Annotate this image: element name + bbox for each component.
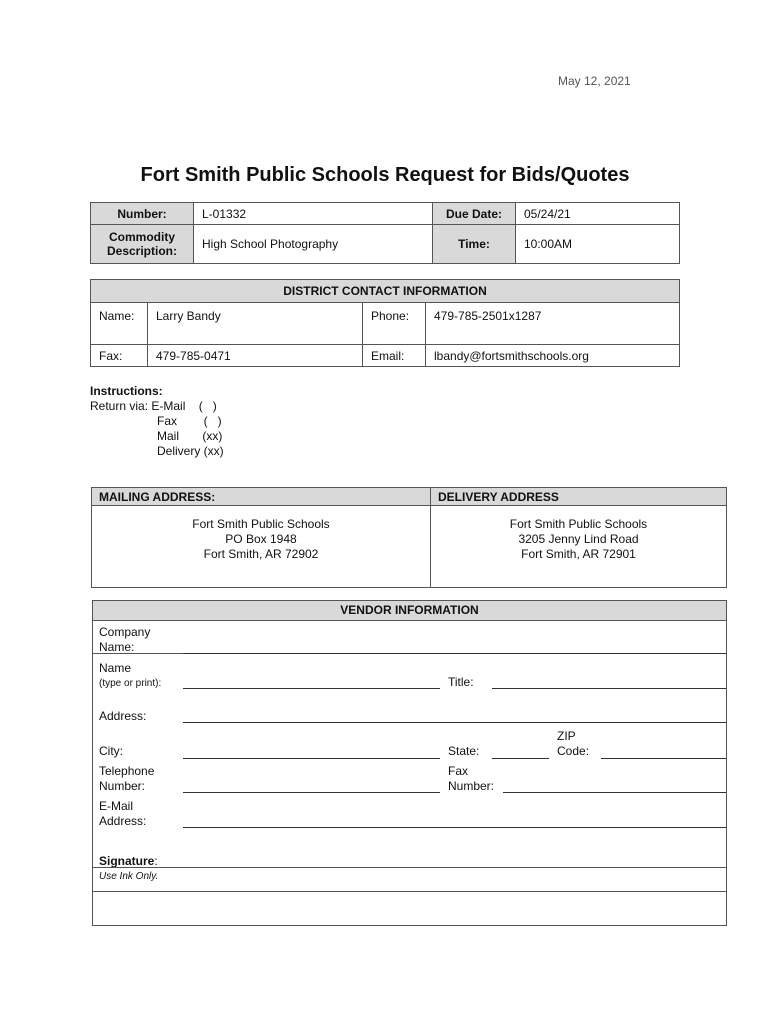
due-date-label: Due Date: — [433, 203, 516, 225]
return-fax: Fax ( ) — [157, 414, 222, 428]
telephone-label: Telephone Number: — [99, 764, 155, 793]
company-name-field[interactable] — [183, 653, 726, 654]
instructions-heading: Instructions: — [90, 384, 163, 398]
instructions — [90, 384, 224, 459]
contact-fax-value: 479-785-0471 — [148, 345, 363, 367]
email-label: E-Mail Address: — [99, 799, 147, 828]
due-date-value: 05/24/21 — [516, 203, 680, 225]
signature-box-divider — [93, 891, 726, 892]
address-field[interactable] — [183, 722, 726, 723]
contact-email-value: lbandy@fortsmithschools.org — [426, 345, 680, 367]
city-field[interactable] — [183, 758, 440, 759]
signature-label: Signature: — [99, 854, 158, 868]
page-title: Fort Smith Public Schools Request for Bids/Quotes — [140, 164, 630, 186]
vendor-name-field[interactable] — [183, 688, 440, 689]
contact-fax-label: Fax: — [91, 345, 148, 367]
delivery-address-header: DELIVERY ADDRESS — [431, 488, 726, 506]
vendor-info-box — [92, 600, 727, 926]
contact-name-value: Larry Bandy — [148, 303, 363, 345]
return-delivery: Delivery (xx) — [157, 444, 224, 458]
contact-name-label: Name: — [91, 303, 148, 345]
contact-header: DISTRICT CONTACT INFORMATION — [91, 280, 680, 303]
mailing-address-header: MAILING ADDRESS: — [92, 488, 430, 506]
vendor-header: VENDOR INFORMATION — [93, 601, 726, 621]
commodity-value: High School Photography — [194, 225, 433, 264]
use-ink-note: Use Ink Only. — [99, 871, 159, 882]
title-field[interactable] — [492, 688, 726, 689]
document-date: May 12, 2021 — [558, 74, 631, 88]
fax-field[interactable] — [503, 792, 726, 793]
number-label: Number: — [91, 203, 194, 225]
zip-label: ZIP Code: — [557, 729, 590, 758]
title-label: Title: — [448, 675, 474, 689]
address-box — [91, 487, 727, 588]
time-label: Time: — [433, 225, 516, 264]
email-field[interactable] — [183, 827, 726, 828]
number-value: L-01332 — [194, 203, 433, 225]
state-field[interactable] — [492, 758, 549, 759]
telephone-field[interactable] — [183, 792, 440, 793]
contact-phone-value: 479-785-2501x1287 — [426, 303, 680, 345]
delivery-address: Fort Smith Public Schools 3205 Jenny Lind Road Fort Smith, AR 72901 — [509, 517, 648, 561]
zip-field[interactable] — [601, 758, 726, 759]
vendor-name-label: Name (type or print): — [99, 661, 162, 689]
time-value: 10:00AM — [516, 225, 680, 264]
address-label: Address: — [99, 709, 147, 723]
commodity-label: Commodity Description: — [91, 225, 194, 264]
signature-line[interactable] — [93, 867, 726, 868]
return-email: Return via: E-Mail ( ) — [90, 399, 217, 413]
district-contact-table — [90, 279, 680, 367]
return-mail: Mail (xx) — [157, 429, 223, 443]
city-label: City: — [99, 744, 123, 758]
bid-info-table — [90, 202, 680, 264]
state-label: State: — [448, 744, 480, 758]
company-name-label: Company Name: — [99, 625, 151, 654]
contact-email-label: Email: — [363, 345, 426, 367]
mailing-address: Fort Smith Public Schools PO Box 1948 Fort Smith, AR 72902 — [192, 517, 330, 561]
fax-label: Fax Number: — [448, 764, 495, 793]
contact-phone-label: Phone: — [363, 303, 426, 345]
